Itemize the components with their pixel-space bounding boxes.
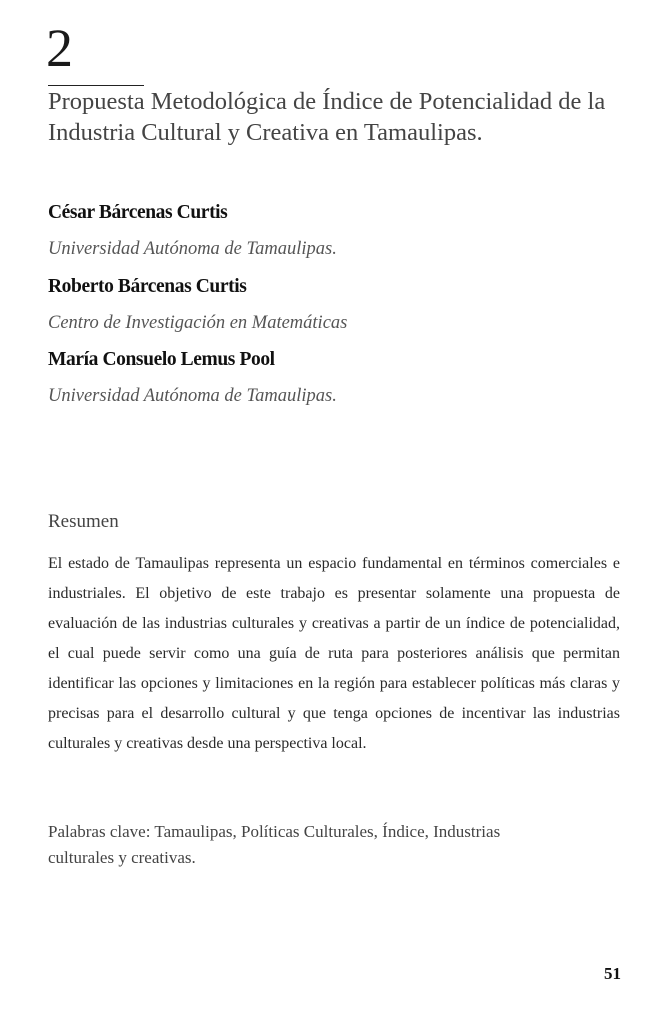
author-name: Roberto Bárcenas Curtis: [48, 276, 247, 297]
chapter-title: Propuesta Metodológica de Índice de Potencialidad de la Industria Cultural y Creativa en Tamaulipas.: [48, 88, 606, 146]
author-name: César Bárcenas Curtis: [48, 202, 228, 223]
keywords: Palabras clave: Tamaulipas, Políticas Culturales, Índice, Industrias culturales y creativas.: [48, 822, 501, 867]
author-3: [48, 347, 628, 409]
page-number: 51: [604, 964, 621, 983]
author-affiliation: Centro de Investigación en Matemáticas: [48, 313, 348, 333]
chapter-number: 2: [46, 18, 73, 78]
abstract-heading: Resumen: [48, 511, 119, 532]
author-1: [48, 200, 628, 262]
author-2: [48, 274, 628, 336]
author-affiliation: Universidad Autónoma de Tamaulipas.: [48, 239, 337, 259]
author-name: María Consuelo Lemus Pool: [48, 349, 275, 370]
author-affiliation: Universidad Autónoma de Tamaulipas.: [48, 386, 337, 406]
abstract-body: El estado de Tamaulipas representa un espacio fundamental en términos comerciales e industriales. El objetivo de este trabajo es presentar solamente una propuesta de evaluación de las industrias culturales y creativas a partir de un índice de potencialidad, el cual puede servir como una guía de ruta para posteriores análisis que permitan identificar las opciones y limitaciones en la región para establecer políticas más claras y precisas para el desarrollo cultural y que tenga opciones de incentivar las industrias culturales y creativas desde una perspectiva local.: [48, 555, 620, 752]
